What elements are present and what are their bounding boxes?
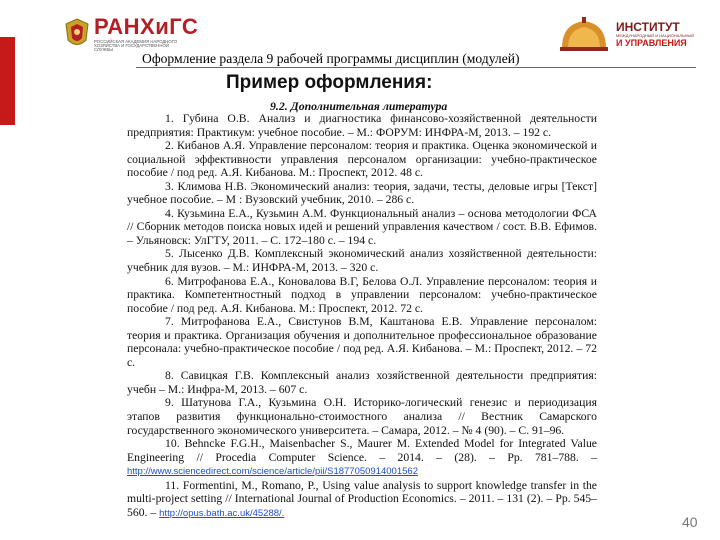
reference-10-text: 10. Behncke F.G.H., Maisenbacher S., Maurer M. Extended Model for Integrated Value Engineering // Procedia Computer Science. – 2014. – (28). – Pp. 781–788. – bbox=[127, 437, 597, 464]
slide-title: Оформление раздела 9 рабочей программы дисциплин (модулей) bbox=[142, 51, 520, 66]
reference-item: 8. Савицкая Г.В. Комплексный анализ хозяйственной деятельности предприятия: учебн – М.: Инфра-М, 2013. – 607 с. bbox=[127, 369, 597, 396]
reference-item-11 bbox=[127, 479, 597, 521]
reference-item: 3. Климова Н.В. Экономический анализ: теория, задачи, тесты, деловые игры [Текст] учебное пособие. – М : Вузовский учебник, 2010. – 286 с. bbox=[127, 179, 597, 207]
coat-of-arms-icon bbox=[64, 18, 90, 50]
header-divider bbox=[136, 67, 696, 68]
reference-list bbox=[127, 112, 597, 520]
ranepa-logo-text: РАНХиГС bbox=[94, 13, 199, 39]
side-accent-bar bbox=[0, 37, 15, 125]
reference-item: 9. Шатунова Г.А., Кузьмина О.Н. Историко-логический генезис и периодизация этапов развития функционально-стоимостного анализа // Вестник Самарского государственного экономического университета. – Самара, 2012. – № 4 (90). – С. 91–96. bbox=[127, 396, 597, 437]
institute-logo bbox=[556, 16, 694, 52]
reference-item: 1. Губина О.В. Анализ и диагностика финансово-хозяйственной деятельности предприятия: Практикум: учебное пособие. – М.: ФОРУМ: ИНФРА-М, 2013. – 192 с. bbox=[127, 112, 597, 139]
ranepa-logo bbox=[64, 14, 198, 54]
reference-item: 7. Митрофанова Е.А., Свистунов В.М, Каштанова Е.В. Управление персоналом: теория и практика. Организация обучения и дополнительное профессиональное образование персонала: учебно-практическое пособие / под ред. А.Я. Кибанова. – М.: Проспект, 2012. – 72 с. bbox=[127, 315, 597, 369]
reference-10-link[interactable]: http://www.sciencedirect.com/science/article/pii/S1877050914001562 bbox=[127, 466, 418, 478]
reference-item: 2. Кибанов А.Я. Управление персоналом: теория и практика. Оценка экономической и социальной эффективности управления персоналом организации: учебно-практическое пособие / под ред. А.Я. Кибанова. М.: Проспект, 2012. 48 с. bbox=[127, 139, 597, 180]
reference-item: 4. Кузьмина Е.А., Кузьмин А.М. Функциональный анализ – основа методологии ФСА // Сборник методов поиска новых идей и решений управления качеством / сост. В.В. Ефимов. – Ульяновск: УлГТУ, 2011. – С. 172–180 с. – 194 с. bbox=[127, 206, 597, 247]
section-title: 9.2. Дополнительная литература bbox=[270, 99, 448, 113]
institute-management: И УПРАВЛЕНИЯ bbox=[616, 37, 687, 48]
reference-item: 5. Лысенко Д.В. Комплексный экономический анализ хозяйственной деятельности: учебник для вузов. – М.: ИНФРА-М, 2013. – 320 с. bbox=[127, 247, 597, 275]
ranepa-logo-subtitle: РОССИЙСКАЯ АКАДЕМИЯ НАРОДНОГО ХОЗЯЙСТВА И ГОСУДАРСТВЕННОЙ СЛУЖБЫ bbox=[94, 38, 178, 53]
institute-subtitle: МЕЖДУНАРОДНЫЙ И НАЦИОНАЛЬНЫЙ bbox=[616, 32, 694, 38]
institute-title: ИНСТИТУТ bbox=[616, 19, 680, 34]
page-number: 40 bbox=[682, 514, 698, 530]
reference-item-10 bbox=[127, 437, 597, 479]
reference-item: 6. Митрофанова Е.А., Коновалова В.Г, Белова О.Л. Управление персоналом: теория и практика. Компетентностный подход в управлении персоналом: учебно-практическое пособие / под ред. А.Я. Кибанова. М.: Проспект, 2012. 72 с. bbox=[127, 274, 597, 315]
building-dome-icon bbox=[556, 16, 612, 52]
example-heading: Пример оформления: bbox=[226, 72, 433, 93]
reference-11-text: 11. Formentini, M., Romano, P., Using value analysis to support knowledge transfer in the multi-project setting // International Journal of Production Economics. – 2011. – 131 (2). – Pp. 545–560. – bbox=[127, 478, 597, 519]
reference-11-link[interactable]: http://opus.bath.ac.uk/45288/. bbox=[159, 507, 285, 519]
